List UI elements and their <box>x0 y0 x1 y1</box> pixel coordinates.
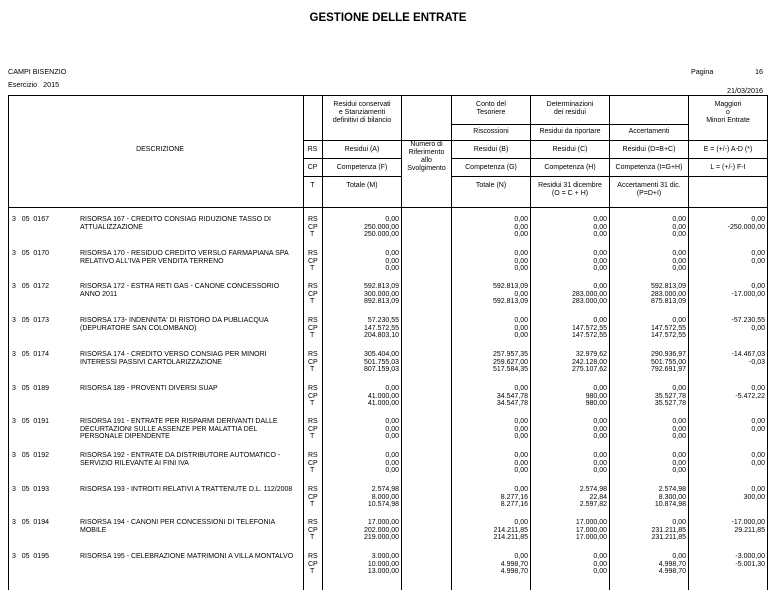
row-description: RISORSA 173- INDENNITA' DI RISTORO DA PUBLIACQUA (DEPURATORE SAN COLOMBANO) <box>80 317 269 332</box>
amount-cell: 202.000,00 <box>363 526 399 534</box>
amount-cell: 0,00 <box>672 250 686 257</box>
amount-cell: 0,00 <box>385 467 399 475</box>
rs-label: RS <box>308 519 318 526</box>
amount-cell: 8.300,00 <box>658 493 686 501</box>
amount-cell: 283.000,00 <box>650 290 686 298</box>
amount-cell: 0,00 <box>751 250 765 257</box>
rs-label: RS <box>308 317 318 324</box>
amount-cell: 8.000,00 <box>371 493 399 501</box>
amount-cell: 0,00 <box>514 257 528 265</box>
riscossioni-header: Riscossioni <box>473 128 509 135</box>
amount-cell: 41.000,00 <box>367 400 399 408</box>
amount-cell: 0,00 <box>672 519 686 526</box>
accertamenti-31-header: Accertamenti 31 dic. (P=D+I) <box>617 182 681 197</box>
t-label: T <box>310 265 315 273</box>
amount-cell: 4.998,70 <box>500 568 528 576</box>
row-code: 3 05 0167 <box>12 216 49 223</box>
amount-cell: 0,00 <box>514 231 528 239</box>
amount-cell: 0,00 <box>514 467 528 475</box>
maggiori-minori-header: Maggiori o Minori Entrate <box>706 101 750 124</box>
amount-cell: 13.000,00 <box>367 568 399 576</box>
amount-cell: 35.527,78 <box>654 400 686 408</box>
determinazioni-header: Determinazioni dei residui <box>546 101 594 116</box>
t-label: T <box>310 366 315 374</box>
amount-cell: 0,00 <box>672 385 686 392</box>
amount-cell: 300.000,00 <box>363 290 399 298</box>
amount-cell: 214.211,85 <box>493 526 528 534</box>
amount-cell: 0,00 <box>751 486 765 493</box>
amount-cell: 0,00 <box>385 425 399 433</box>
amount-cell: 8.277,16 <box>500 501 528 509</box>
amount-cell: 305.404,00 <box>363 351 399 358</box>
amount-cell: 4.998,70 <box>658 568 686 576</box>
t-label: T <box>310 298 315 306</box>
residui-31-header: Residui 31 dicembre (O = C + H) <box>538 182 602 197</box>
amount-cell: 0,00 <box>514 290 528 298</box>
amount-cell: -5.001,30 <box>735 560 765 568</box>
cp-label: CP <box>308 526 318 534</box>
cp-label: CP <box>308 425 318 433</box>
rs-label: RS <box>308 385 318 392</box>
entity-name: CAMPI BISENZIO <box>8 67 67 76</box>
e-formula-header: E = (+/-) A-D (*) <box>703 146 753 153</box>
amount-cell: 0,00 <box>593 459 607 467</box>
rs-label: RS <box>308 250 318 257</box>
amount-cell: 0,00 <box>385 452 399 459</box>
amount-cell: 0,00 <box>751 459 765 467</box>
amount-cell: 0,00 <box>751 452 765 459</box>
row-description: RISORSA 174 - CREDITO VERSO CONSIAG PER MINORI INTERESSI PASSIVI CARTOLARIZZAZIONE <box>80 351 267 366</box>
amount-cell: 283.000,00 <box>571 298 607 306</box>
amount-cell: 0,00 <box>593 385 607 392</box>
amount-cell: 0,00 <box>593 283 607 290</box>
amount-cell: 501.755,03 <box>363 358 399 366</box>
t-header: T <box>310 182 315 189</box>
t-label: T <box>310 568 315 576</box>
col-descrizione-header: DESCRIZIONE <box>136 146 184 153</box>
amount-cell: 257.957,35 <box>492 351 528 358</box>
amount-cell: 0,00 <box>385 257 399 265</box>
amount-cell: 10.874,98 <box>654 501 686 509</box>
competenza-i-header: Competenza (I=G+H) <box>615 164 683 171</box>
amount-cell: 517.584,35 <box>492 366 528 374</box>
amount-cell: 0,00 <box>751 385 765 392</box>
amount-cell: 0,00 <box>514 519 528 526</box>
amount-cell: 592.813,09 <box>363 283 399 290</box>
amount-cell: 0,00 <box>672 257 686 265</box>
amount-cell: 0,00 <box>751 324 765 332</box>
amount-cell: 0,00 <box>593 223 607 231</box>
amount-cell: 147.572,55 <box>650 324 686 332</box>
amount-cell: 0,00 <box>593 265 607 273</box>
year-label: Esercizio <box>8 80 38 89</box>
fiscal-year-label <box>8 80 59 89</box>
row-description: RISORSA 172 - ESTRA RETI GAS - CANONE CONCESSORIO ANNO 2011 <box>80 283 280 298</box>
cp-label: CP <box>308 459 318 467</box>
row-code: 3 05 0191 <box>12 418 49 425</box>
amount-cell: 57.230,55 <box>367 317 399 324</box>
amount-cell: 0,00 <box>514 385 528 392</box>
amount-cell: 3.000,00 <box>371 553 399 560</box>
year-value: 2015 <box>43 80 60 89</box>
amount-cell: 29.211,85 <box>734 526 765 534</box>
amount-cell: 592.813,09 <box>492 298 528 306</box>
amount-cell: 0,00 <box>593 250 607 257</box>
rs-label: RS <box>308 553 318 560</box>
cp-label: CP <box>308 223 318 231</box>
numero-riferimento-header: Numero di Riferimento allo Svolgimento <box>407 141 446 172</box>
amount-cell: 0,00 <box>593 418 607 425</box>
amount-cell: 0,00 <box>751 418 765 425</box>
amount-cell: 0,00 <box>514 332 528 340</box>
amount-cell: 10.000,00 <box>367 560 399 568</box>
residui-c-header: Residui (C) <box>552 146 588 153</box>
row-code: 3 05 0172 <box>12 283 49 290</box>
amount-cell: 2.574,98 <box>371 486 399 493</box>
amount-cell: 0,00 <box>385 433 399 441</box>
amount-cell: -14.467,03 <box>731 351 765 358</box>
amount-cell: 0,00 <box>751 283 765 290</box>
amount-cell: 0,00 <box>672 418 686 425</box>
amount-cell: 2.597,82 <box>579 501 607 509</box>
amount-cell: 501.755,00 <box>650 358 686 366</box>
page-label: Pagina <box>691 67 714 76</box>
amount-cell: 0,00 <box>514 433 528 441</box>
t-label: T <box>310 501 315 509</box>
amount-cell: 0,00 <box>751 216 765 223</box>
conto-tesoriere-header: Conto del Tesoriere <box>476 101 506 116</box>
amount-cell: 214.211,85 <box>493 534 528 542</box>
amount-cell: 0,00 <box>514 452 528 459</box>
t-label: T <box>310 400 315 408</box>
amount-cell: 0,00 <box>593 257 607 265</box>
amount-cell: 0,00 <box>672 265 686 273</box>
cp-label: CP <box>308 290 318 298</box>
amount-cell: 0,00 <box>672 425 686 433</box>
row-code: 3 05 0174 <box>12 351 49 358</box>
amount-cell: 807.159,03 <box>363 366 399 374</box>
rs-label: RS <box>308 216 318 223</box>
amount-cell: 0,00 <box>593 317 607 324</box>
report-title: GESTIONE DELLE ENTRATE <box>309 12 467 24</box>
competenza-g-header: Competenza (G) <box>465 164 517 171</box>
t-label: T <box>310 467 315 475</box>
amount-cell: -17.000,00 <box>731 519 765 526</box>
amount-cell: 35.527,78 <box>654 392 686 400</box>
amount-cell: 4.998,70 <box>658 560 686 568</box>
amount-cell: 300,00 <box>743 493 765 501</box>
residui-b-header: Residui (B) <box>473 146 509 153</box>
residui-d-header: Residui (D=B+C) <box>622 146 676 153</box>
amount-cell: -5.472,22 <box>735 392 765 400</box>
amount-cell: 32.979,62 <box>575 351 607 358</box>
amount-cell: 0,00 <box>385 418 399 425</box>
amount-cell: 980,00 <box>585 400 607 408</box>
amount-cell: 0,00 <box>672 433 686 441</box>
t-label: T <box>310 332 315 340</box>
amount-cell: 0,00 <box>672 467 686 475</box>
amount-cell: 0,00 <box>593 568 607 576</box>
amount-cell: 892.813,09 <box>363 298 399 306</box>
amount-cell: 592.813,09 <box>650 283 686 290</box>
row-description: RISORSA 192 - ENTRATE DA DISTRIBUTORE AUTOMATICO - SERVIZIO RILEVANTE AI FINI IVA <box>80 452 281 467</box>
amount-cell: 980,00 <box>585 392 607 400</box>
amount-cell: 290.936,97 <box>650 351 686 358</box>
amount-cell: 0,00 <box>751 425 765 433</box>
amount-cell: -3.000,00 <box>735 553 765 560</box>
amount-cell: 0,00 <box>672 452 686 459</box>
amount-cell: 0,00 <box>751 257 765 265</box>
amount-cell: 0,00 <box>514 553 528 560</box>
row-code: 3 05 0170 <box>12 250 49 257</box>
amount-cell: 0,00 <box>593 452 607 459</box>
amount-cell: 0,00 <box>514 216 528 223</box>
amount-cell: 34.547,78 <box>496 400 528 408</box>
residui-riportare-header: Residui da riportare <box>539 128 601 135</box>
amount-cell: 147.572,55 <box>363 324 399 332</box>
cp-label: CP <box>308 324 318 332</box>
amount-cell: 242.128,00 <box>571 358 607 366</box>
amount-cell: 0,00 <box>672 459 686 467</box>
amount-cell: 0,00 <box>514 486 528 493</box>
row-description: RISORSA 195 - CELEBRAZIONE MATRIMONI A VILLA MONTALVO <box>80 553 294 560</box>
row-code: 3 05 0173 <box>12 317 49 324</box>
row-description: RISORSA 167 - CREDITO CONSIAG RIDUZIONE TASSO DI ATTUALIZZAZIONE <box>80 216 271 231</box>
amount-cell: 231.211,85 <box>651 526 686 534</box>
amount-cell: 231.211,85 <box>651 534 686 542</box>
amount-cell: 17.000,00 <box>575 526 607 534</box>
amount-cell: 0,00 <box>672 216 686 223</box>
rs-label: RS <box>308 283 318 290</box>
amount-cell: 17.000,00 <box>367 519 399 526</box>
amount-cell: 0,00 <box>593 560 607 568</box>
amount-cell: 0,00 <box>672 223 686 231</box>
amount-cell: 0,00 <box>593 231 607 239</box>
row-code: 3 05 0189 <box>12 385 49 392</box>
amount-cell: 2.574,98 <box>658 486 686 493</box>
rs-label: RS <box>308 486 318 493</box>
amount-cell: 592.813,09 <box>492 283 528 290</box>
amount-cell: 283.000,00 <box>571 290 607 298</box>
amount-cell: 10.574,98 <box>367 501 399 509</box>
row-description: RISORSA 191 - ENTRATE PER RISPARMI DERIVANTI DALLE DECURTAZIONI SULLE ASSENZE PER MALATTIA DEL PERSONALE DIPENDENTE <box>80 418 278 441</box>
cp-header: CP <box>307 164 318 171</box>
t-label: T <box>310 231 315 239</box>
t-label: T <box>310 534 315 542</box>
accertamenti-header: Accertamenti <box>628 128 670 135</box>
amount-cell: 34.547,78 <box>496 392 528 400</box>
cp-label: CP <box>308 358 318 366</box>
row-description: RISORSA 194 - CANONI PER CONCESSIONI DI TELEFONIA MOBILE <box>80 519 275 534</box>
report-date: 21/03/2016 <box>727 86 763 95</box>
amount-cell: 17.000,00 <box>575 534 607 542</box>
row-code: 3 05 0195 <box>12 553 49 560</box>
t-label: T <box>310 433 315 441</box>
amount-cell: 0,00 <box>514 324 528 332</box>
amount-cell: 0,00 <box>385 250 399 257</box>
amount-cell: 0,00 <box>514 250 528 257</box>
rs-header: RS <box>307 146 318 153</box>
amount-cell: 4.998,70 <box>500 560 528 568</box>
amount-cell: 0,00 <box>593 553 607 560</box>
totale-n-header: Totale (N) <box>475 182 507 189</box>
amount-cell: 0,00 <box>514 223 528 231</box>
amount-cell: 204.803,10 <box>363 332 399 340</box>
row-description: RISORSA 193 - INTROITI RELATIVI A TRATTENUTE D.L. 112/2008 <box>80 486 293 493</box>
cp-label: CP <box>308 257 318 265</box>
row-code: 3 05 0193 <box>12 486 49 493</box>
amount-cell: -17.000,00 <box>731 290 765 298</box>
amount-cell: 0,00 <box>385 216 399 223</box>
cp-label: CP <box>308 392 318 400</box>
residui-conservati-header: Residui conservati e Stanziamenti definitivi di bilancio <box>332 101 392 124</box>
cp-label: CP <box>308 560 318 568</box>
amount-cell: -57.230,55 <box>731 317 765 324</box>
amount-cell: 259.627,00 <box>492 358 528 366</box>
amount-cell: 0,00 <box>593 425 607 433</box>
amount-cell: 0,00 <box>672 317 686 324</box>
cp-label: CP <box>308 493 318 501</box>
amount-cell: 0,00 <box>672 553 686 560</box>
amount-cell: 250.000,00 <box>363 223 399 231</box>
residui-a-header: Residui (A) <box>344 146 380 153</box>
amount-cell: 0,00 <box>514 418 528 425</box>
amount-cell: 0,00 <box>593 433 607 441</box>
l-formula-header: L = (+/-) F-I <box>710 164 746 171</box>
amount-cell: -0,03 <box>749 358 765 366</box>
amount-cell: 17.000,00 <box>575 519 607 526</box>
amount-cell: 0,00 <box>593 467 607 475</box>
amount-cell: 22,84 <box>589 493 607 501</box>
rs-label: RS <box>308 418 318 425</box>
row-description: RISORSA 170 - RESIDUO CREDITO VERSLO FARMAPIANA SPA RELATIVO ALL'IVA PER VENDITA TERRENO <box>80 250 289 265</box>
amount-cell: 41.000,00 <box>367 392 399 400</box>
amount-cell: 147.572,55 <box>571 324 607 332</box>
amount-cell: 250.000,00 <box>363 231 399 239</box>
amount-cell: 0,00 <box>385 265 399 273</box>
totale-m-header: Totale (M) <box>346 182 378 189</box>
amount-cell: 0,00 <box>672 231 686 239</box>
amount-cell: 147.572,55 <box>650 332 686 340</box>
amount-cell: 0,00 <box>514 317 528 324</box>
page-number: 16 <box>755 67 763 76</box>
amount-cell: 0,00 <box>385 459 399 467</box>
amount-cell: 0,00 <box>593 216 607 223</box>
amount-cell: 8.277,16 <box>500 493 528 501</box>
amount-cell: 275.107,62 <box>571 366 607 374</box>
amount-cell: 0,00 <box>514 265 528 273</box>
amount-cell: 2.574,98 <box>579 486 607 493</box>
amount-cell: 0,00 <box>514 425 528 433</box>
rs-label: RS <box>308 452 318 459</box>
amount-cell: 875.813,09 <box>650 298 686 306</box>
row-code: 3 05 0194 <box>12 519 49 526</box>
amount-cell: 792.691,97 <box>650 366 686 374</box>
row-code: 3 05 0192 <box>12 452 49 459</box>
amount-cell: 219.000,00 <box>363 534 399 542</box>
amount-cell: 0,00 <box>514 459 528 467</box>
amount-cell: 0,00 <box>385 385 399 392</box>
amount-cell: 147.572,55 <box>571 332 607 340</box>
row-description: RISORSA 189 - PROVENTI DIVERSI SUAP <box>80 385 218 392</box>
amount-cell: -250.000,00 <box>727 223 765 231</box>
competenza-h-header: Competenza (H) <box>544 164 596 171</box>
competenza-f-header: Competenza (F) <box>336 164 388 171</box>
rs-label: RS <box>308 351 318 358</box>
